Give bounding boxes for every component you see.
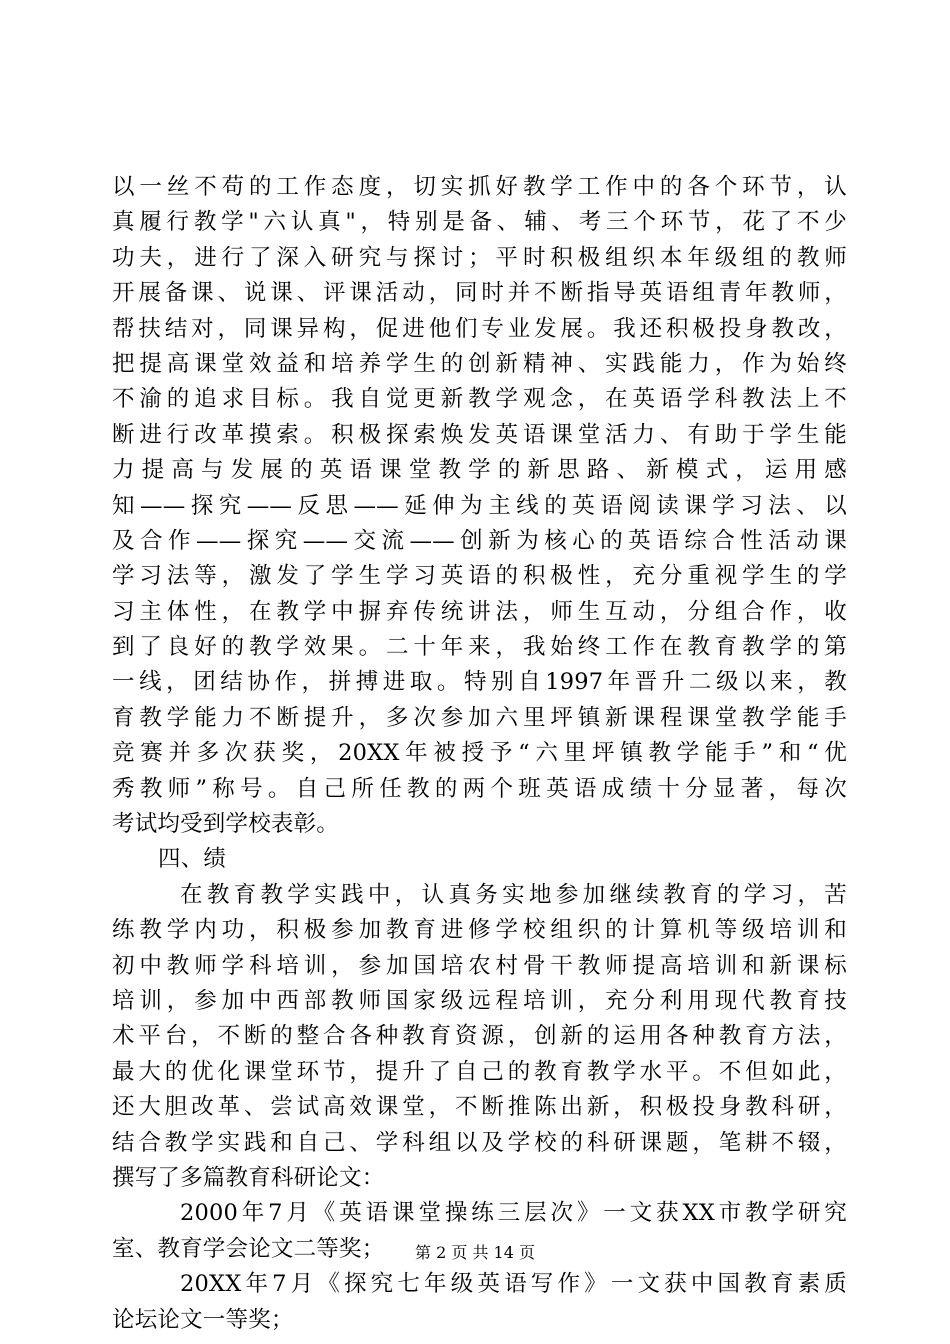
text-line: 撰写了多篇教育科研论文： xyxy=(112,1164,385,1191)
text-line: 及合作——探究——交流——创新为核心的英语综合性活动课 xyxy=(112,527,847,554)
text-line: 考试均受到学校表彰。 xyxy=(112,811,340,838)
document-body xyxy=(112,170,847,1338)
text-line: 在教育教学实践中，认真务实地参加继续教育的学习，苦 xyxy=(180,881,847,908)
text-line: 20XX年7月《探究七年级英语写作》一文获中国教育素质 xyxy=(180,1271,847,1298)
text-line: 习主体性，在教学中摒弃传统讲法，师生互动，分组合作，收 xyxy=(112,598,847,625)
text-line: 学习法等，激发了学生学习英语的积极性，充分重视学生的学 xyxy=(112,563,847,590)
text-line: 还大胆改革、尝试高效课堂，不断推陈出新，积极投身教科研， xyxy=(112,1094,847,1121)
section-heading: 四、绩 xyxy=(158,846,227,873)
text-line: 结合教学实践和自己、学科组以及学校的科研课题，笔耕不辍， xyxy=(112,1129,847,1156)
text-line: 练教学内功，积极参加教育进修学校组织的计算机等级培训和 xyxy=(112,917,847,944)
text-line: 初中教师学科培训，参加国培农村骨干教师提高培训和新课标 xyxy=(112,952,847,979)
text-line: 培训，参加中西部教师国家级远程培训，充分利用现代教育技 xyxy=(112,987,847,1014)
page-footer: 第 2 页 共 14 页 xyxy=(415,1243,535,1262)
text-line: 竞赛并多次获奖，20XX年被授予“六里坪镇教学能手”和“优 xyxy=(112,740,847,767)
text-line: 术平台，不断的整合各种教育资源，创新的运用各种教育方法， xyxy=(112,1023,847,1050)
text-line: 最大的优化课堂环节，提升了自己的教育教学水平。不但如此， xyxy=(112,1058,847,1085)
text-line: 以一丝不苟的工作态度，切实抓好教学工作中的各个环节，认 xyxy=(112,174,847,200)
text-line: 一线，团结协作，拼搏进取。特别自1997年晋升二级以来，教 xyxy=(112,669,847,696)
text-line: 断进行改革摸索。积极探索焕发英语课堂活力、有助于学生能 xyxy=(112,421,847,448)
text-line: 功夫，进行了深入研究与探讨；平时积极组织本年级组的教师 xyxy=(112,244,847,271)
text-line: 室、教育学会论文二等奖； xyxy=(112,1235,385,1262)
text-line: 不渝的追求目标。我自觉更新教学观念，在英语学科教法上不 xyxy=(112,386,847,413)
text-line: 开展备课、说课、评课活动，同时并不断指导英语组青年教师， xyxy=(112,280,847,307)
text-line: 真履行教学"六认真"，特别是备、辅、考三个环节，花了不少 xyxy=(112,209,847,236)
text-line: 帮扶结对，同课异构，促进他们专业发展。我还积极投身教改， xyxy=(112,315,847,342)
text-line: 力提高与发展的英语课堂教学的新思路、新模式，运用感 xyxy=(112,457,847,484)
text-line: 把提高课堂效益和培养学生的创新精神、实践能力，作为始终 xyxy=(112,350,847,377)
text-line: 秀教师”称号。自己所任教的两个班英语成绩十分显著，每次 xyxy=(112,775,847,802)
text-line: 到了良好的教学效果。二十年来，我始终工作在教育教学的第 xyxy=(112,634,847,661)
text-line: 2000年7月《英语课堂操练三层次》一文获XX市教学研究 xyxy=(180,1200,847,1227)
text-line: 论坛论文一等奖； xyxy=(112,1306,294,1333)
text-line: 育教学能力不断提升，多次参加六里坪镇新课程课堂教学能手 xyxy=(112,704,847,731)
text-line: 知——探究——反思——延伸为主线的英语阅读课学习法、以 xyxy=(112,492,847,519)
